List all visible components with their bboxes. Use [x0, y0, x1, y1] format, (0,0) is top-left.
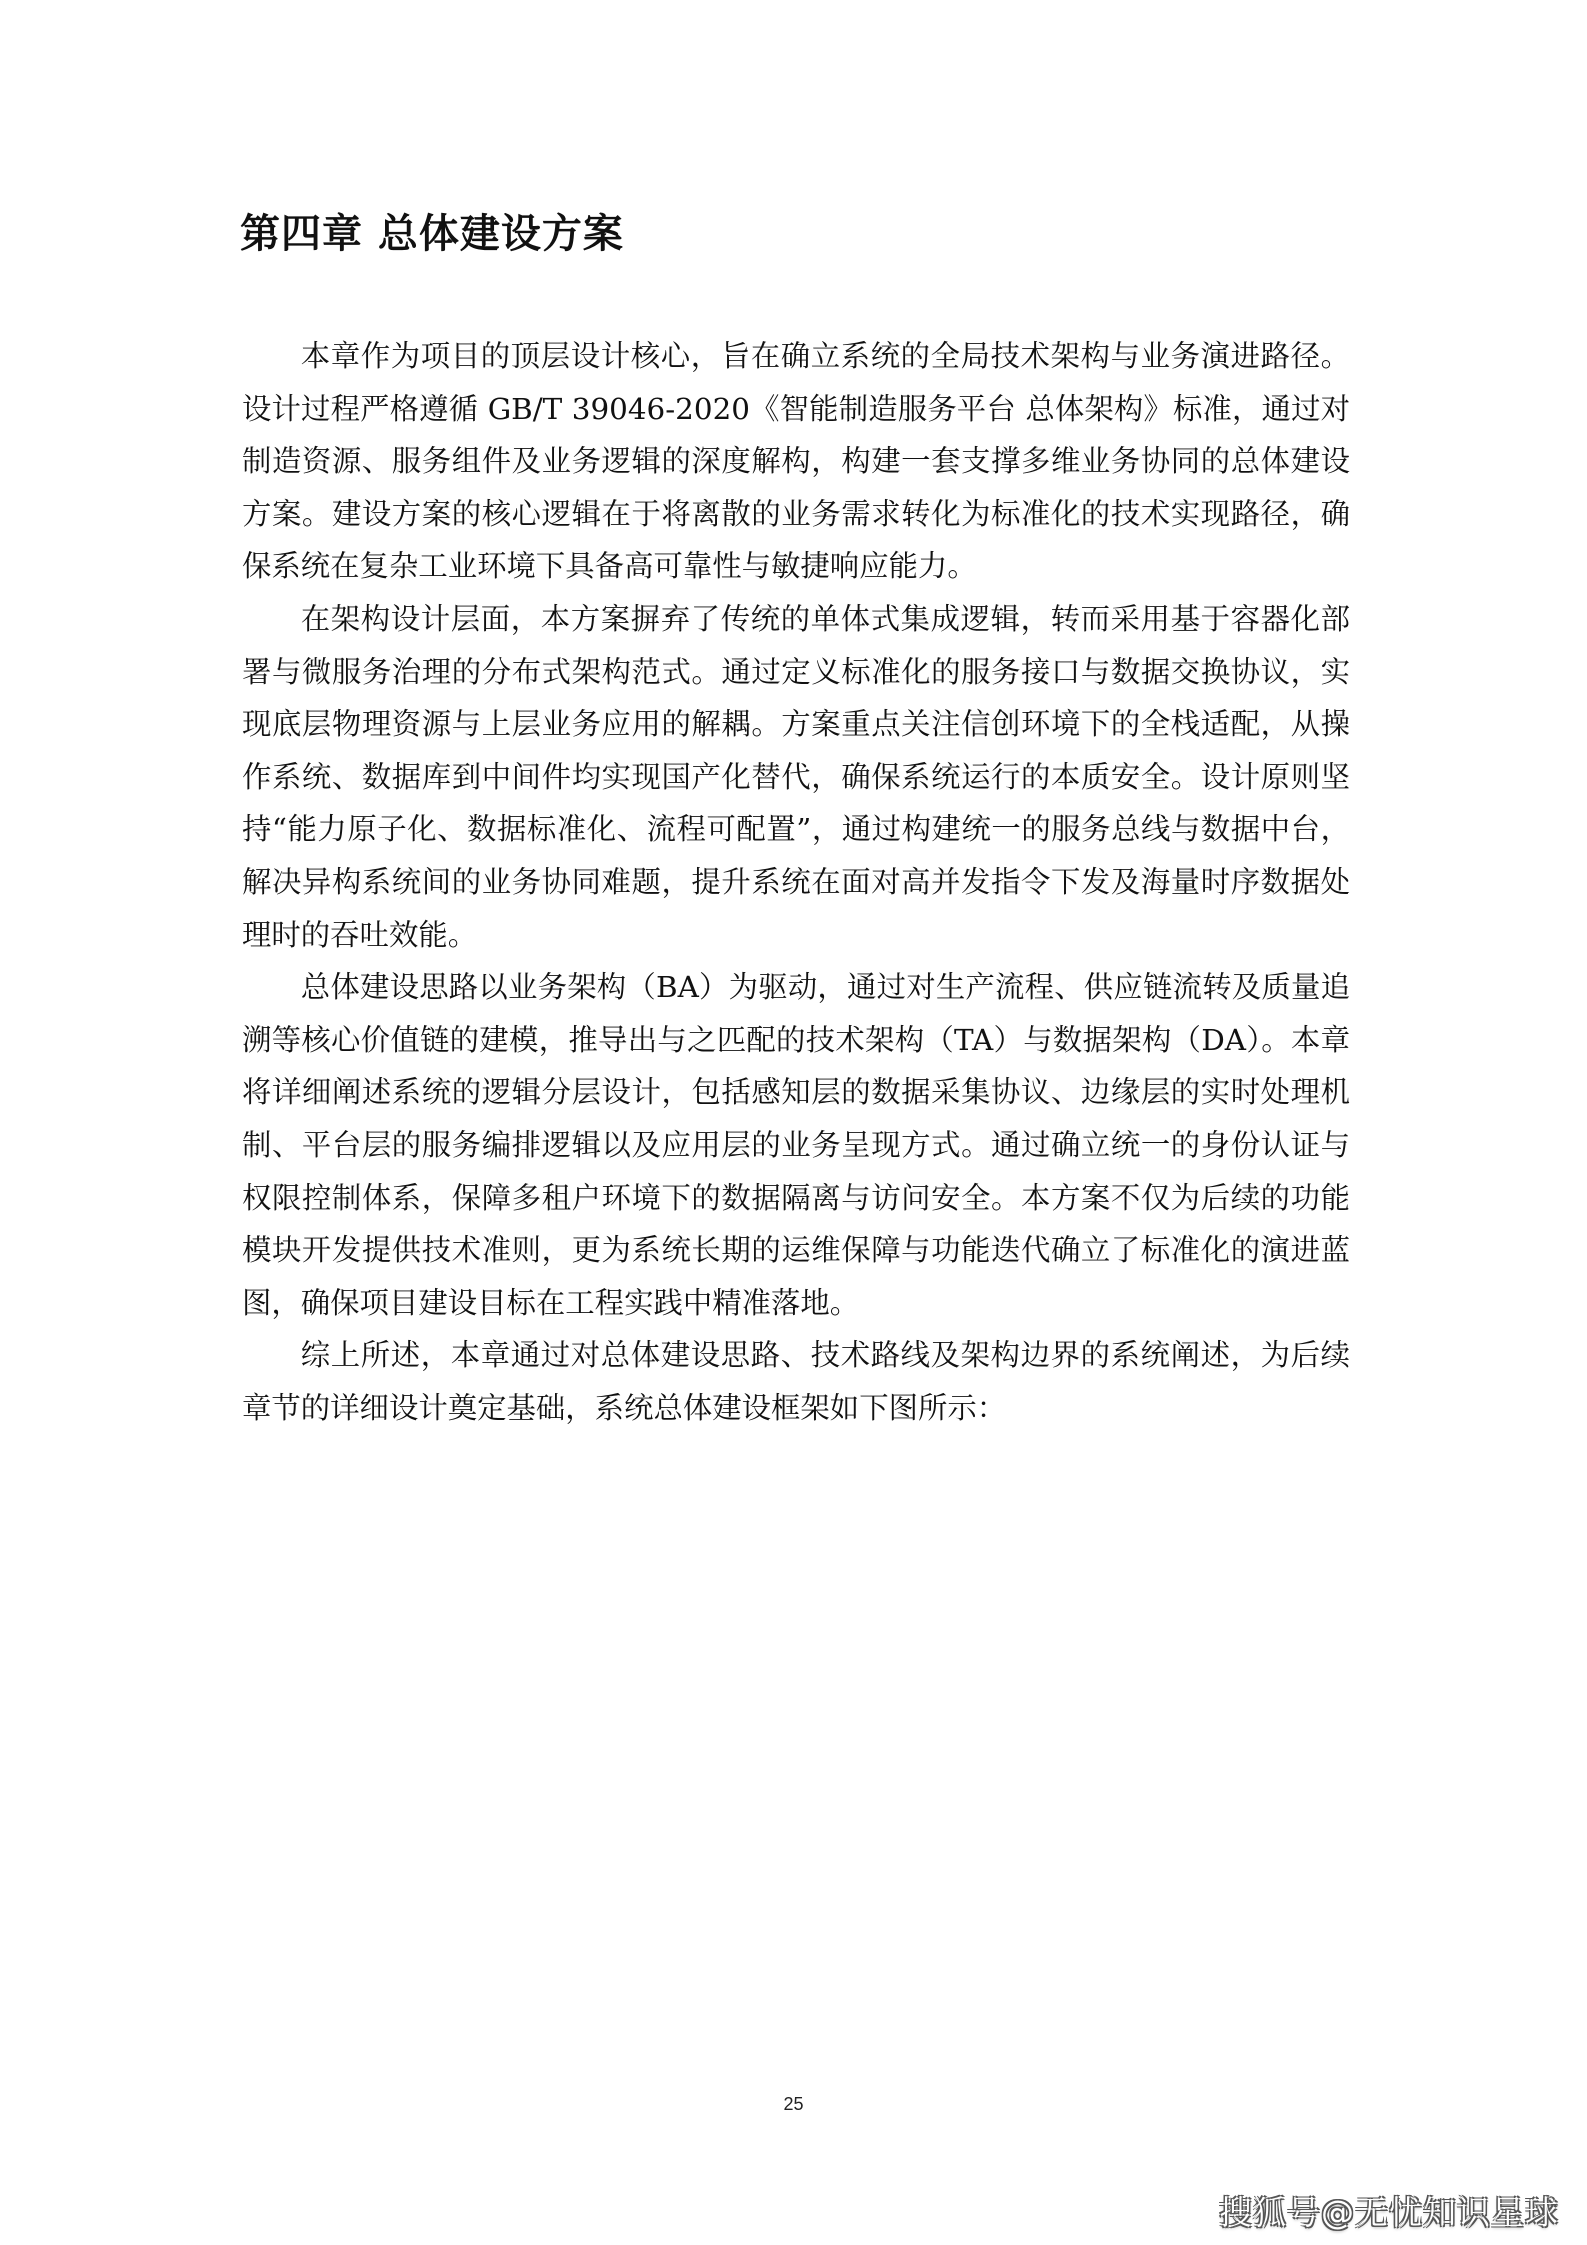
paragraph-2: 在架构设计层面，本方案摒弃了传统的单体式集成逻辑，转而采用基于容器化部署与微服务治理的分布式架构范式。通过定义标准化的服务接口与数据交换协议，实现底层物理资源与上层业务应用的解耦。方案重点关注信创环境下的全栈适配，从操作系统、数据库到中间件均实现国产化替代，确保系统运行的本质安全。设计原则坚持“能力原子化、数据标准化、流程可配置”，通过构建统一的服务总线与数据中台，解决异构系统间的业务协同难题，提升系统在面对高并发指令下发及海量时序数据处理时的吞吐效能。 — [242, 601, 1350, 952]
paragraph-4: 综上所述，本章通过对总体建设思路、技术路线及架构边界的系统阐述，为后续章节的详细设计奠定基础，系统总体建设框架如下图所示： — [242, 1338, 1350, 1425]
watermark: 搜狐号@无忧知识星球 — [1219, 2193, 1559, 2232]
paragraph-3: 总体建设思路以业务架构（BA）为驱动，通过对生产流程、供应链流转及质量追溯等核心价值链的建模，推导出与之匹配的技术架构（TA）与数据架构（DA）。本章将详细阐述系统的逻辑分层设计，包括感知层的数据采集协议、边缘层的实时处理机制、平台层的服务编排逻辑以及应用层的业务呈现方式。通过确立统一的身份认证与权限控制体系，保障多租户环境下的数据隔离与访问安全。本方案不仅为后续的功能模块开发提供技术准则，更为系统长期的运维保障与功能迭代确立了标准化的演进蓝图，确保项目建设目标在工程实践中精准落地。 — [242, 970, 1350, 1320]
page-number: 25 — [783, 2094, 804, 2114]
chapter-title: 第四章 总体建设方案 — [240, 211, 624, 257]
body-text — [242, 330, 1350, 1434]
paragraph-1: 本章作为项目的顶层设计核心，旨在确立系统的全局技术架构与业务演进路径。设计过程严格遵循 GB/T 39046-2020《智能制造服务平台 总体架构》标准，通过对制造资源、服务组件及业务逻辑的深度解构，构建一套支撑多维业务协同的总体建设方案。建设方案的核心逻辑在于将离散的业务需求转化为标准化的技术实现路径，确保系统在复杂工业环境下具备高可靠性与敏捷响应能力。 — [242, 339, 1350, 584]
